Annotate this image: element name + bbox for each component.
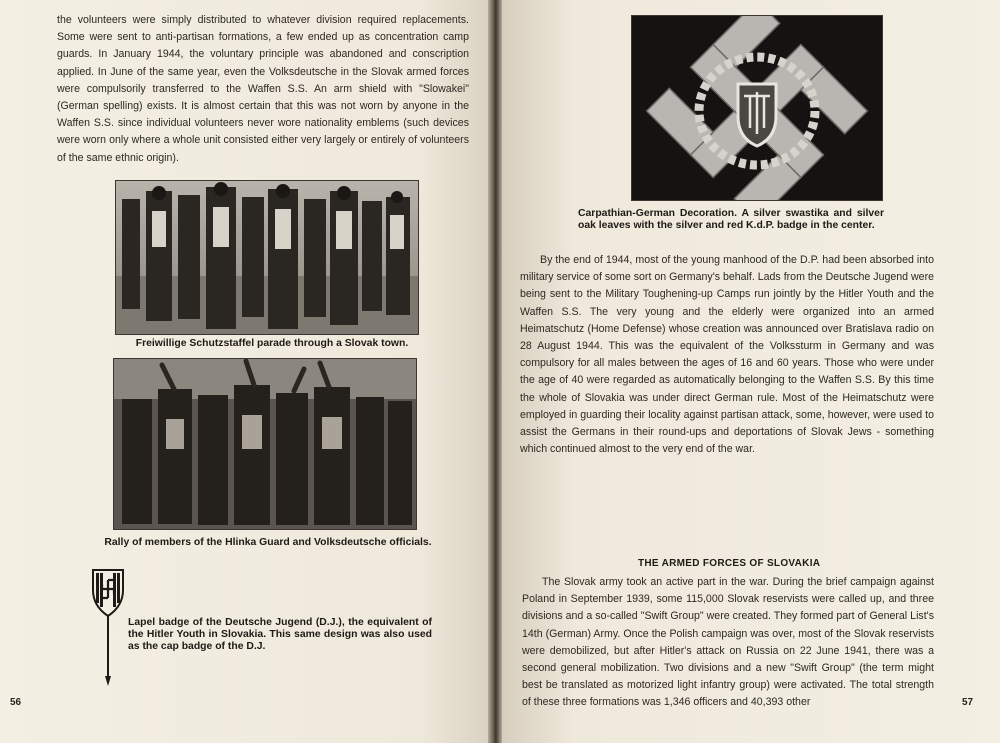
section-heading: THE ARMED FORCES OF SLOVAKIA bbox=[638, 558, 821, 569]
rally-photo bbox=[113, 358, 417, 530]
parade-photo-caption: Freiwillige Schutzstaffel parade through a Slovak town. bbox=[135, 338, 409, 349]
decoration-photo-image bbox=[632, 16, 882, 200]
lapel-badge-caption: Lapel badge of the Deutsche Jugend (D.J.), the equivalent of the Hitler Youth in Slovakia. This same design was also used as the cap badge of the D.J. bbox=[128, 617, 432, 652]
right-paragraph-2: The Slovak army took an active part in the war. During the brief campaign against Poland in September 1939, some 115,000 Slovak reservists were called up, and three divisions and a so-called "Swift Group" were created. They formed part of General List's 14th (German) Army. Once the Polish campaign was over, most of the Slovak reservists were demobilized, but after Hitler's attack on Russia on 22 June 1941, there was a second general mobilization. Two divisions and a new "Swift Group" (the term might best be translated as motorized light infantry group) were activated. The total strength of these three formations was 1,346 officers and 40,393 other bbox=[522, 576, 934, 709]
decoration-caption: Carpathian-German Decoration. A silver swastika and silver oak leaves with the silver and red K.d.P. badge in the center. bbox=[578, 208, 884, 231]
right-page bbox=[500, 0, 1000, 743]
left-page bbox=[0, 0, 492, 743]
right-paragraph-1: By the end of 1944, most of the young manhood of the D.P. had been absorbed into military service of some sort on Germany's behalf. Lads from the Deutsche Jugend were being sent to the Military Toughening-up Camps run jointly by the Hitler Youth and the Waffen S.S. The very young and the elderly were organized into an armed Heimatschutz (Home Defense) whose creation was announced over Bratislava radio on 28 August 1944. This was the equivalent of the Volkssturm in Germany and was compulsory for all males between the ages of 16 and 60 years. Those who were under the age of 40 were regarded as automatically belonging to the Waffen S.S. By this time the whole of Slovakia was under direct German rule. Most of the Heimatschutz were employed in guarding their locality against partisan attack, some, however, were used to assist the Germans in their round-ups and deportations of Slovak Jews - something which continued almost to the very end of the war. bbox=[520, 254, 934, 456]
left-intro-paragraph: the volunteers were simply distributed to whatever division required replacements. Some were sent to anti-partisan formations, a few ended up as concentration camp guards. In January 1944, the voluntary principle was abandoned and conscription applied. In June of the same year, even the Volksdeutsche in the Slovak armed forces were compulsorily transferred to the Waffen S.S. An arm shield with "Slowakei" (German spelling) exists. It is almost certain that this was not worn by anyone in the Waffen S.S. since individual volunteers never wore nationality emblems (such devices were worn only where a whole unit consisted either very largely or entirely of volunteers of the same ethnic origin). bbox=[57, 14, 469, 164]
parade-photo bbox=[115, 180, 419, 335]
left-page-number: 56 bbox=[10, 697, 22, 708]
lapel-badge-icon bbox=[90, 568, 126, 688]
book-gutter bbox=[488, 0, 502, 743]
rally-photo-caption: Rally of members of the Hlinka Guard and Volksdeutsche officials. bbox=[104, 537, 432, 548]
carpathian-german-decoration-photo bbox=[631, 15, 883, 201]
parade-photo-image bbox=[116, 181, 418, 334]
right-page-number: 57 bbox=[962, 697, 974, 708]
rally-photo-image bbox=[114, 359, 416, 529]
deutsche-jugend-badge-illustration bbox=[90, 568, 126, 688]
